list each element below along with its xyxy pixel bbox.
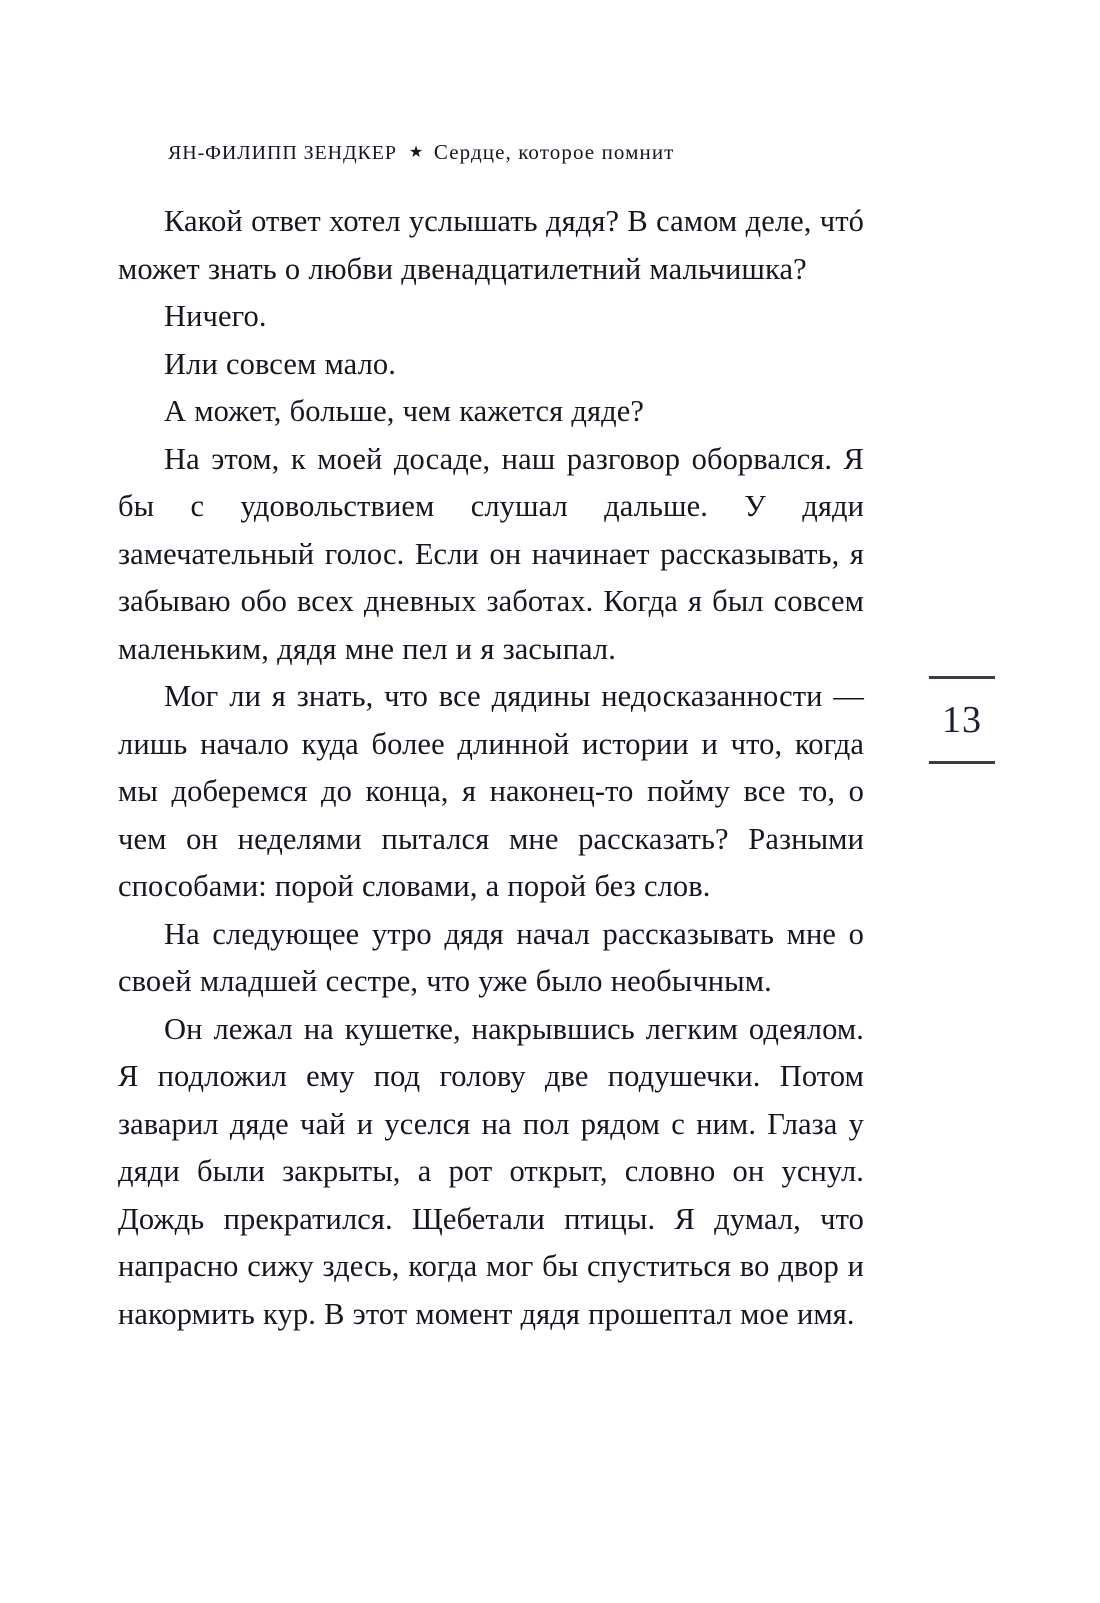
- running-head-title: Сердце, которое помнит: [433, 140, 675, 164]
- page-number: 13: [942, 699, 982, 741]
- star-icon: ★: [408, 144, 424, 161]
- running-head: [168, 140, 868, 166]
- folio-rule-top: [929, 676, 995, 679]
- folio-rule-bottom: [929, 761, 995, 764]
- paragraph: Какой ответ хотел услышать дядя? В самом деле, чтó может знать о любви двенадцатилетний мальчишка?: [118, 204, 864, 286]
- folio: [892, 676, 1032, 764]
- paragraph: Он лежал на кушетке, накрывшись легким одеялом. Я подложил ему под голову две подушечки. Потом заварил дяде чай и уселся на пол рядом с ним. Глаза у дяди были закрыты, а рот открыт, словно он уснул. Дождь прекратился. Щебетали птицы. Я думал, что напрасно сижу здесь, когда мог бы спуститься во двор и накормить кур. В этот момент дядя прошептал мое имя.: [118, 1011, 864, 1331]
- paragraph: А может, больше, чем кажется дяде?: [164, 394, 645, 428]
- paragraph: Ничего.: [164, 299, 267, 333]
- paragraph: Или совсем мало.: [164, 346, 396, 381]
- paragraph: Мог ли я знать, что все дядины недосказанности — лишь начало куда более длинной истории и что, когда мы доберемся до конца, я наконец-то пойму все то, о чем он неделями пытался мне рассказать? Разными способами: порой словами, а порой без слов.: [118, 679, 864, 903]
- body-text-column: [118, 198, 864, 1338]
- paragraph: На этом, к моей досаде, наш разговор оборвался. Я бы с удовольствием слушал дальше. У дяди замечательный голос. Если он начинает рассказывать, я забываю обо всех дневных заботах. Когда я был совсем маленьким, дядя мне пел и я засыпал.: [118, 441, 864, 666]
- paragraph: На следующее утро дядя начал рассказывать мне о своей младшей сестре, что уже было необычным.: [118, 916, 864, 998]
- running-head-author: ЯН-ФИЛИПП ЗЕНДКЕР: [168, 142, 397, 164]
